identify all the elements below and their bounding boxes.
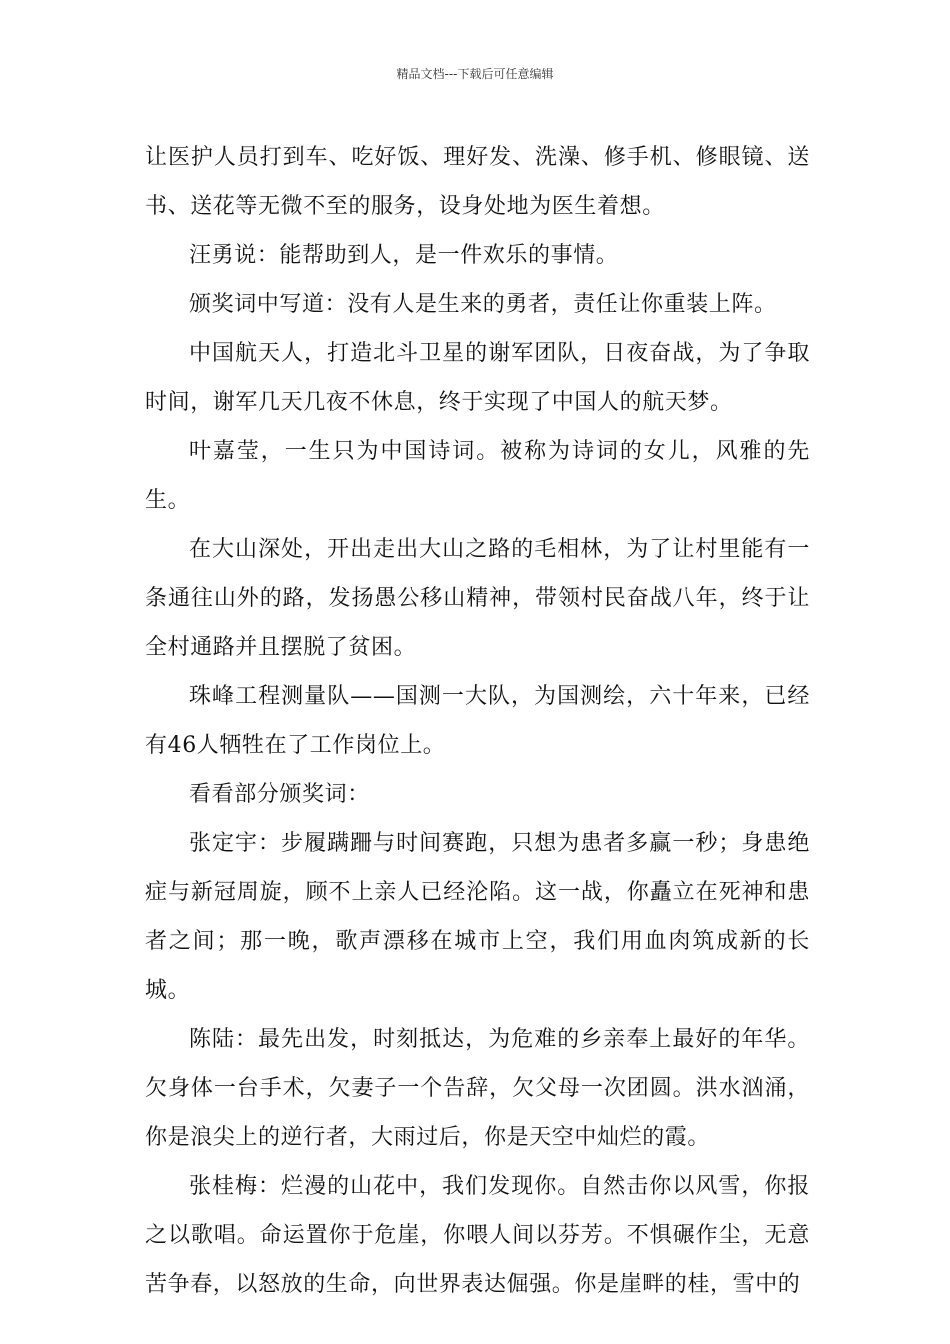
paragraph: 张桂梅：烂漫的山花中，我们发现你。自然击你以风雪，你报之以歌唱。命运置你于危崖，你喂人间以芬芳。不惧碾作尘，无意苦争春，以怒放的生命，向世界表达倔强。你是崖畔的桂，雪中的: [145, 1174, 810, 1297]
page-header: 精品文档---下载后可任意编辑: [396, 67, 554, 81]
paragraph: 陈陆：最先出发，时刻抵达，为危难的乡亲奉上最好的年华。欠身体一台手术，欠妻子一个告辞，欠父母一次团圆。洪水汹涌，你是浪尖上的逆行者，大雨过后，你是天空中灿烂的霞。: [145, 1027, 810, 1150]
paragraph: 珠峰工程测量队——国测一大队，为国测绘，六十年来，已经有46人牺牲在了工作岗位上。: [145, 684, 810, 758]
paragraph: 张定宇：步履蹒跚与时间赛跑，只想为患者多赢一秒；身患绝症与新冠周旋，顾不上亲人已经沦陷。这一战，你矗立在死神和患者之间；那一晚，歌声漂移在城市上空，我们用血肉筑成新的长城。: [145, 831, 810, 1003]
paragraph: 汪勇说：能帮助到人，是一件欢乐的事情。: [189, 243, 619, 268]
paragraph: 叶嘉莹，一生只为中国诗词。被称为诗词的女儿，风雅的先生。: [145, 439, 810, 513]
paragraph: 看看部分颁奖词：: [189, 782, 370, 807]
paragraph: 在大山深处，开出走出大山之路的毛相林，为了让村里能有一条通往山外的路，发扬愚公移山精神，带领村民奋战八年，终于让全村通路并且摆脱了贫困。: [145, 537, 810, 660]
paragraph: 中国航天人，打造北斗卫星的谢军团队，日夜奋战，为了争取时间，谢军几天几夜不休息，终于实现了中国人的航天梦。: [145, 341, 810, 415]
document-body: [145, 133, 810, 1309]
paragraph: 让医护人员打到车、吃好饭、理好发、洗澡、修手机、修眼镜、送书、送花等无微不至的服务，设身处地为医生着想。: [145, 145, 810, 219]
paragraph: 颁奖词中写道：没有人是生来的勇者，责任让你重装上阵。: [189, 292, 777, 317]
